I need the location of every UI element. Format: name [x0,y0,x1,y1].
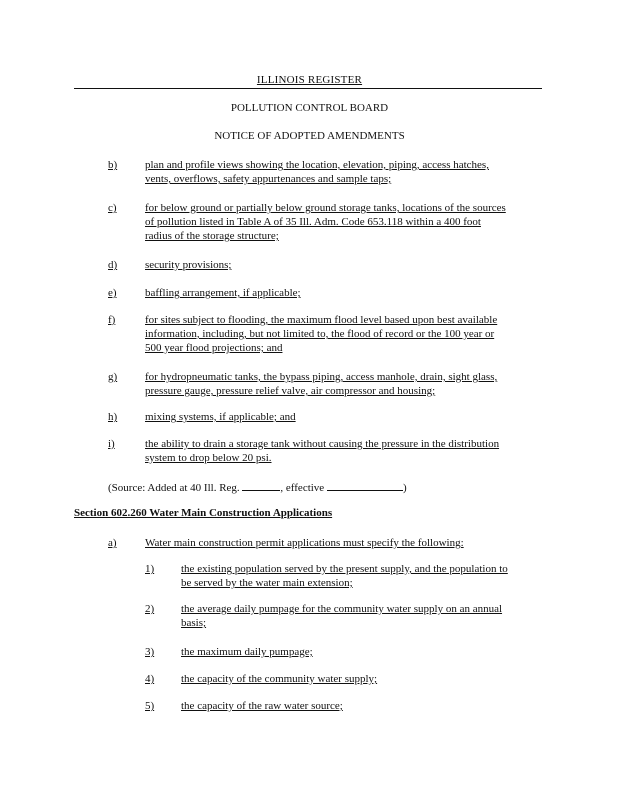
section-title: Section 602.260 Water Main Construction Applications [74,507,333,519]
list-item-label: d) [108,259,118,271]
list-item-line: vents, overflows, safety appurtenances and sample taps; [145,173,392,185]
list-item-line: information, including, but not limited to, the flood of record or the 100 year or [145,328,495,340]
numbered-item-label: 5) [145,700,155,712]
subsection-label: a) [108,537,117,549]
numbered-item [181,672,377,686]
list-item-label: c) [108,202,117,214]
list-item-line: the ability to drain a storage tank without causing the pressure in the distribution [145,438,500,450]
list-item [145,286,301,300]
notice-title: NOTICE OF ADOPTED AMENDMENTS [214,130,405,142]
numbered-item-line: the capacity of the raw water source; [181,700,343,712]
register-title: ILLINOIS REGISTER [256,74,363,86]
list-item [145,410,296,424]
list-item-label: g) [108,371,118,383]
list-item-line: security provisions; [145,259,232,271]
numbered-item-line: the maximum daily pumpage; [181,646,313,658]
blank-register-number [242,480,280,491]
blank-effective-date [327,480,403,491]
source-note [108,480,407,495]
list-item [145,201,506,243]
list-item-line: system to drop below 20 psi. [145,452,272,464]
list-item-line: mixing systems, if applicable; and [145,411,296,423]
list-item-line: pressure gauge, pressure relief valve, air compressor and housing; [145,385,436,397]
list-item [145,158,489,186]
list-item [145,258,231,272]
subsection-text: Water main construction permit applications must specify the following: [145,537,464,549]
board-title: POLLUTION CONTROL BOARD [230,102,389,114]
numbered-item [181,645,313,659]
list-item-line: baffling arrangement, if applicable; [145,287,301,299]
numbered-item [181,562,508,590]
numbered-item [181,602,502,630]
numbered-item [181,699,343,713]
numbered-item-line: basis; [181,617,207,629]
list-item-line: plan and profile views showing the location, elevation, piping, access hatches, [145,159,489,171]
source-prefix: (Source: Added at 40 Ill. Reg. [108,482,243,494]
list-item [145,437,499,465]
list-item-line: for sites subject to flooding, the maximum flood level based upon best available [145,314,498,326]
list-item-label: f) [108,314,116,326]
source-suffix: ) [402,482,407,494]
list-item-line: of pollution listed in Table A of 35 Ill. Adm. Code 653.118 within a 400 foot [145,216,481,228]
numbered-item-line: the existing population served by the present supply, and the population to [181,563,508,575]
numbered-item-label: 3) [145,646,155,658]
list-item-line: for hydropneumatic tanks, the bypass piping, access manhole, drain, sight glass, [145,371,498,383]
numbered-item-label: 1) [145,563,155,575]
numbered-item-line: the capacity of the community water supply; [181,673,378,685]
register-header [0,74,619,86]
list-item-line: for below ground or partially below ground storage tanks, locations of the sources [145,202,506,214]
numbered-item-line: be served by the water main extension; [181,577,353,589]
numbered-item-line: the average daily pumpage for the community water supply on an annual [181,603,503,615]
source-middle: , effective [280,482,327,494]
header-rule [74,88,542,89]
numbered-item-label: 4) [145,673,155,685]
list-item-label: b) [108,159,118,171]
list-item-label: h) [108,411,118,423]
list-item-label: i) [108,438,115,450]
list-item-label: e) [108,287,117,299]
list-item [145,313,497,355]
list-item [145,370,497,398]
numbered-item-label: 2) [145,603,155,615]
list-item-line: radius of the storage structure; [145,230,279,242]
list-item-line: 500 year flood projections; and [145,342,283,354]
